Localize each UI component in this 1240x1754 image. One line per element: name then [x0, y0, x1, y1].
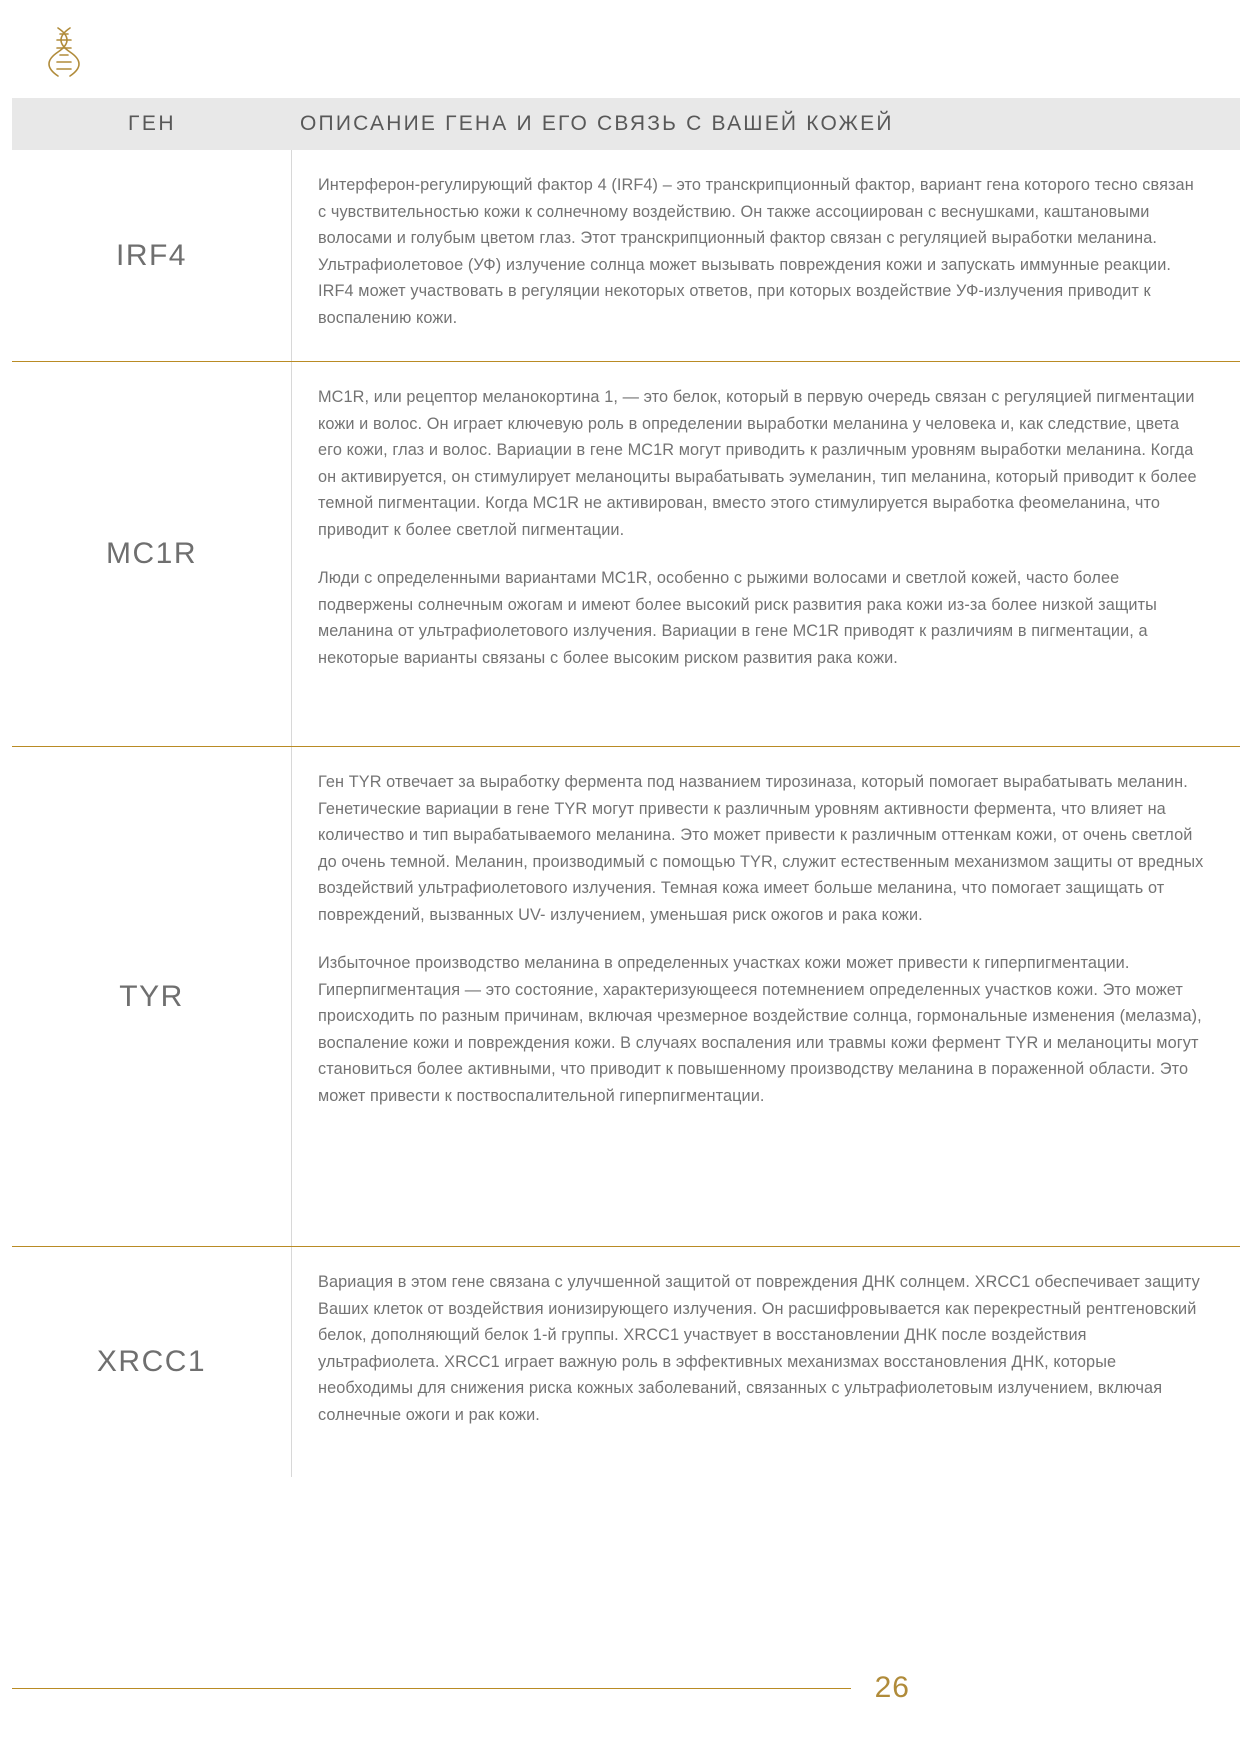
paragraph: Ген TYR отвечает за выработку фермента под названием тирозиназа, который помогает вырабатывать меланин. Генетические вариации в гене TYR могут привести к различным уровням активности фермента, что влияет на количество и тип вырабатываемого меланина. Это может привести к различным оттенкам кожи, от очень светлой до очень темной. Меланин, производимый с помощью TYR, служит естественным механизмом защиты от вредных воздействий ультрафиолетового излучения. Темная кожа имеет больше меланина, что помогает защищать от повреждений, вызванных UV- излучением, уменьшая риск ожогов и рака кожи.	[318, 773, 1204, 924]
table-row	[12, 1247, 1240, 1477]
paragraph: MC1R, или рецептор меланокортина 1, — это белок, который в первую очередь связан с регуляцией пигментации кожи и волос. Он играет ключевую роль в определении выработки меланина у человека и, как следствие, цвета его кожи, глаз и волос. Вариации в гене MC1R могут приводить к различным уровням выработки меланина. Когда он активируется, он стимулирует меланоциты вырабатывать эумеланин, тип меланина, который приводит к более темной пигментации. Когда MC1R не активирован, вместо этого стимулируется выработка феомеланина, что приводит к более светлой пигментации.	[318, 388, 1197, 539]
paragraph: Вариация в этом гене связана с улучшенной защитой от повреждения ДНК солнцем. XRCC1 обеспечивает защиту Ваших клеток от воздействия ионизирующего излучения. Он расшифровывается как перекрестный рентгеновский белок, дополняющий белок 1-й группы. XRCC1 участвует в восстановлении ДНК после воздействия ультрафиолета. XRCC1 играет важную роль в эффективных механизмах восстановления ДНК, которые необходимы для снижения риска кожных заболеваний, связанных с ультрафиолетовым излучением, включая солнечные ожоги и рак кожи.	[318, 1273, 1200, 1424]
table-row	[12, 362, 1240, 747]
gene-cell	[12, 747, 292, 1246]
table-row	[12, 150, 1240, 362]
paragraph: Избыточное производство меланина в определенных участках кожи может привести к гиперпигментации. Гиперпигментация — это состояние, характеризующееся потемнением определенных участков кожи. Это может происходить по разным причинам, включая чрезмерное воздействие солнца, гормональные изменения (мелазма), воспаление кожи и повреждения кожи. В случаях воспаления или травмы кожи фермент TYR и меланоциты могут становиться более активными, что приводит к повышенному производству меланина в пораженной области. Это может привести к поствоспалительной гиперпигментации.	[318, 954, 1202, 1105]
gene-cell	[12, 1247, 292, 1477]
page-footer	[12, 1668, 1240, 1708]
gene-name: TYR	[119, 979, 184, 1013]
column-header-gene: ГЕН	[127, 112, 177, 135]
gene-name: XRCC1	[96, 1345, 207, 1378]
paragraph: Люди с определенными вариантами MC1R, особенно с рыжими волосами и светлой кожей, часто более подвержены солнечным ожогам и имеют более высокий риск развития рака кожи из-за более низкой защиты меланина от ультрафиолетового излучения. Вариации в гене MC1R приводят к различиям в пигментации, а некоторые варианты связаны с более высоким риском развития рака кожи.	[318, 569, 1157, 667]
paragraph: Интерферон-регулирующий фактор 4 (IRF4) – это транскрипционный фактор, вариант гена которого тесно связан с чувствительностью кожи к солнечному воздействию. Он также ассоциирован с веснушками, каштановыми волосами и голубым цветом глаз. Этот транскрипционный фактор связан с регуляцией выработки меланина. Ультрафиолетовое (УФ) излучение солнца может вызывать повреждения кожи и запускать иммунные реакции. IRF4 может участвовать в регуляции некоторых ответов, при которых воздействие УФ-излучения приводит к воспалению кожи.	[318, 176, 1194, 327]
gene-name: IRF4	[115, 238, 187, 272]
dna-helix-icon	[36, 22, 96, 86]
table-header	[12, 98, 1240, 150]
gene-cell	[12, 150, 292, 361]
page-number: 26	[874, 1671, 910, 1704]
table-row	[12, 747, 1240, 1247]
page-left-margin	[0, 0, 12, 1754]
gene-description-cell	[292, 150, 1240, 361]
gene-name: MC1R	[105, 537, 197, 570]
gene-table-body	[12, 150, 1240, 1477]
column-header-description: ОПИСАНИЕ ГЕНА И ЕГО СВЯЗЬ С ВАШЕЙ КОЖЕЙ	[300, 112, 894, 135]
gene-description-cell	[292, 362, 1240, 746]
gene-description-cell	[292, 1247, 1240, 1477]
gene-cell	[12, 362, 292, 746]
gene-description-cell	[292, 747, 1240, 1246]
footer-divider	[12, 1688, 851, 1689]
